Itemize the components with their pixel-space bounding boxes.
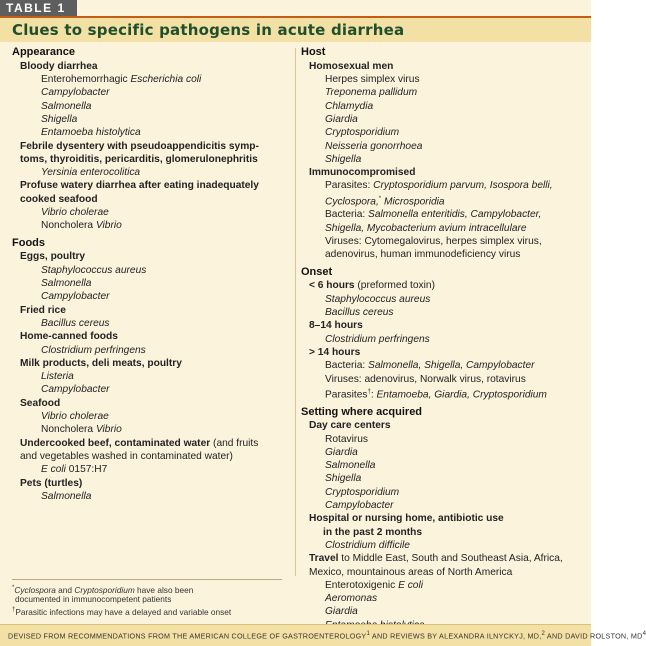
- left-column: [12, 46, 295, 503]
- pathogen-item: Salmonella: [41, 100, 92, 112]
- subheading-hospital-line2: in the past 2 months: [323, 526, 423, 538]
- gt14-bacteria-list: Salmonella, Shigella, Campylobacter: [368, 360, 535, 372]
- footer-band: [0, 624, 646, 646]
- pathogen-item: Campylobacter: [41, 87, 110, 99]
- pathogen-noncholera-vibrio: [12, 219, 295, 232]
- subheading-bloody-diarrhea: Bloody diarrhea: [20, 60, 98, 72]
- pathogen-item: Listeria: [41, 371, 74, 383]
- subheading-immunocompromised: Immunocompromised: [309, 167, 416, 179]
- subheading-febrile-line1: Febrile dysentery with pseudoappendicitis symp-: [20, 140, 259, 152]
- pathogen-yersinia: Yersinia enterocolitica: [41, 167, 141, 179]
- subheading-home-canned: Home-canned foods: [20, 331, 118, 343]
- immuno-bacteria-line2: Shigella, Mycobacterium avium intracellulare: [325, 222, 527, 234]
- subheading-gt14-hours: > 14 hours: [309, 346, 361, 358]
- pathogen-etec: [301, 579, 587, 592]
- fn1-cryptosporidium: Cryptosporidium: [74, 584, 135, 595]
- subheading-travel-line2: Mexico, mountainous areas of North America: [309, 566, 513, 578]
- vibrio-genus: Vibrio: [95, 220, 122, 232]
- pathogen-item: Salmonella: [41, 278, 92, 290]
- noncholera-prefix: Noncholera: [41, 220, 96, 232]
- footnote-marker: †: [367, 388, 371, 395]
- parasites-label: Parasites:: [325, 180, 374, 192]
- footnote-marker: †: [12, 607, 16, 613]
- subheading-seafood: Seafood: [20, 397, 61, 409]
- pathogen-item: Shigella: [41, 113, 78, 125]
- pathogen-noncholera-vibrio: [12, 423, 295, 436]
- ehec-species: Escherichia coli: [130, 74, 202, 86]
- fn1-cyclospora: Cyclospora: [14, 584, 56, 595]
- bacteria-list: Salmonella enteritidis, Campylobacter,: [368, 209, 542, 221]
- subheading-undercooked-beef: [12, 437, 295, 450]
- subheading-8-14-hours: 8–14 hours: [309, 320, 363, 332]
- travel-bold: Travel: [309, 553, 339, 565]
- gt14-bacteria-label: Bacteria:: [325, 360, 369, 372]
- heading-host: Host: [301, 46, 326, 58]
- pathogen-item: Neisseria gonorrhoea: [325, 140, 423, 152]
- microsporidia: Microsporidia: [381, 196, 445, 208]
- pathogen-item: Bacillus cereus: [325, 307, 394, 319]
- gt14-parasites-label: Parasites: [325, 389, 368, 401]
- pathogen-item: Campylobacter: [41, 384, 110, 396]
- pathogen-clostridium-perfringens: Clostridium perfringens: [41, 344, 146, 356]
- pathogen-item: Salmonella: [325, 460, 376, 472]
- pathogen-rotavirus: Rotavirus: [325, 433, 369, 445]
- heading-onset: Onset: [301, 265, 333, 278]
- immuno-viruses-line1: Viruses: Cytomegalovirus, herpes simplex virus,: [325, 236, 542, 248]
- pathogen-item: Giardia: [325, 446, 358, 458]
- subheading-day-care: Day care centers: [309, 420, 391, 432]
- etec-prefix: Enterotoxigenic: [325, 579, 399, 591]
- ehec-prefix: Enterohemorrhagic: [41, 74, 131, 86]
- pathogen-vibrio-cholerae: Vibrio cholerae: [41, 411, 109, 423]
- pathogen-item: Chlamydia: [325, 100, 374, 112]
- subheading-fried-rice: Fried rice: [20, 304, 66, 316]
- pathogen-item: Entamoeba histolytica: [41, 127, 141, 139]
- subheading-febrile-line2: toms, thyroiditis, pericarditis, glomerulonephritis: [20, 153, 258, 165]
- subheading-eggs-poultry: Eggs, poultry: [20, 251, 86, 263]
- parasites-list: Cryptosporidium parvum, Isospora belli,: [373, 180, 553, 192]
- colon: :: [370, 389, 377, 401]
- cyclospora: Cyclospora,: [325, 196, 379, 208]
- pathogen-item: Shigella: [325, 473, 362, 485]
- pathogen-salmonella: Salmonella: [41, 490, 92, 502]
- lt6-bold: < 6 hours: [309, 280, 355, 292]
- gt14-bacteria: [301, 359, 587, 372]
- heading-setting: Setting where acquired: [301, 405, 423, 418]
- subheading-profuse-line1: Profuse watery diarrhea after eating inadequately: [20, 180, 259, 192]
- credit-part2: AND REVIEWS BY ALEXANDRA ILNYCKYJ, MD,: [370, 631, 542, 641]
- column-divider: [295, 48, 296, 576]
- gt14-parasites-list: Entamoeba, Giardia, Cryptosporidium: [376, 389, 547, 401]
- pathogen-item: Treponema pallidum: [325, 87, 418, 99]
- pathogen-ecoli-0157: [12, 463, 295, 476]
- beef-line2: and vegetables washed in contaminated water): [20, 450, 233, 462]
- ref-4: 4: [642, 631, 646, 637]
- ecoli-strain: 0157:H7: [65, 464, 108, 476]
- pathogen-item: Staphylococcus aureus: [41, 264, 147, 276]
- right-column: [301, 46, 587, 632]
- pathogen-item: Staphylococcus aureus: [325, 293, 431, 305]
- fn1-and: and: [55, 584, 75, 595]
- pathogen-item: Cryptosporidium: [325, 486, 400, 498]
- pathogen-herpes: Herpes simplex virus: [325, 74, 420, 86]
- subheading-lt6-hours: [301, 279, 587, 292]
- pathogen-item: Campylobacter: [325, 500, 394, 512]
- gt14-viruses: Viruses: adenovirus, Norwalk virus, rotavirus: [325, 373, 526, 385]
- fn2-text: Parasitic infections may have a delayed and variable onset: [15, 606, 232, 617]
- beef-bold: Undercooked beef, contaminated water: [20, 437, 211, 449]
- pathogen-vibrio-cholerae: Vibrio cholerae: [41, 207, 109, 219]
- pathogen-clostridium-perfringens: Clostridium perfringens: [325, 333, 430, 345]
- footnote-marker: *: [12, 585, 15, 591]
- footnote-marker: *: [378, 195, 382, 202]
- subheading-pets: Pets (turtles): [20, 477, 83, 489]
- beef-rest: (and fruits: [210, 437, 259, 449]
- vibrio-genus: Vibrio: [95, 424, 122, 436]
- pathogen-ehec: [12, 73, 295, 86]
- lt6-rest: (preformed toxin): [354, 280, 435, 292]
- pathogen-item: Cryptosporidium: [325, 127, 400, 139]
- etec-species: E coli: [398, 579, 423, 591]
- pathogen-bacillus: Bacillus cereus: [41, 317, 110, 329]
- heading-appearance: Appearance: [12, 46, 75, 58]
- footnote-1-line2: documented in immunocompetent patients: [15, 594, 172, 604]
- pathogen-item: Giardia: [325, 606, 358, 618]
- travel-rest: to Middle East, South and Southeast Asia, Africa,: [338, 553, 563, 565]
- pathogen-item: Aeromonas: [325, 593, 378, 605]
- subheading-profuse-line2: cooked seafood: [20, 193, 98, 205]
- table-title: Clues to specific pathogens in acute diarrhea: [12, 21, 405, 39]
- title-band: [0, 16, 591, 42]
- footnote-2: [12, 605, 292, 617]
- gt14-parasites: [301, 386, 587, 402]
- fn1-rest: have also been: [134, 584, 194, 595]
- subheading-homosexual-men: Homosexual men: [309, 60, 394, 72]
- table-tab-label: TABLE 1: [0, 0, 77, 16]
- immuno-viruses-line2: adenovirus, human immunodeficiency virus: [325, 249, 521, 261]
- ref-2: 2: [541, 631, 546, 637]
- credit-part3: AND DAVID ROLSTON, MD: [545, 631, 643, 641]
- immuno-parasites-line2: [301, 193, 587, 209]
- pathogen-item: Giardia: [325, 113, 358, 125]
- subheading-hospital-line1: Hospital or nursing home, antibiotic use: [309, 513, 504, 525]
- ecoli-species: E coli: [41, 464, 66, 476]
- source-credit: [8, 631, 646, 640]
- credit-part1: DEVISED FROM RECOMMENDATIONS FROM THE AMERICAN COLLEGE OF GASTROENTEROLOGY: [8, 631, 367, 641]
- heading-foods: Foods: [12, 236, 45, 249]
- subheading-milk-products: Milk products, deli meats, poultry: [20, 357, 182, 369]
- noncholera-prefix: Noncholera: [41, 424, 96, 436]
- bacteria-label: Bacteria:: [325, 209, 369, 221]
- pathogen-item: Shigella: [325, 153, 362, 165]
- pathogen-item: Campylobacter: [41, 291, 110, 303]
- ref-1: 1: [366, 631, 371, 637]
- immuno-bacteria-line1: [301, 208, 587, 221]
- footnote-rule: [12, 579, 282, 580]
- subheading-travel-line1: [301, 552, 587, 565]
- immuno-parasites-line1: [301, 179, 587, 192]
- pathogen-clostridium-difficile: Clostridium difficile: [325, 539, 410, 551]
